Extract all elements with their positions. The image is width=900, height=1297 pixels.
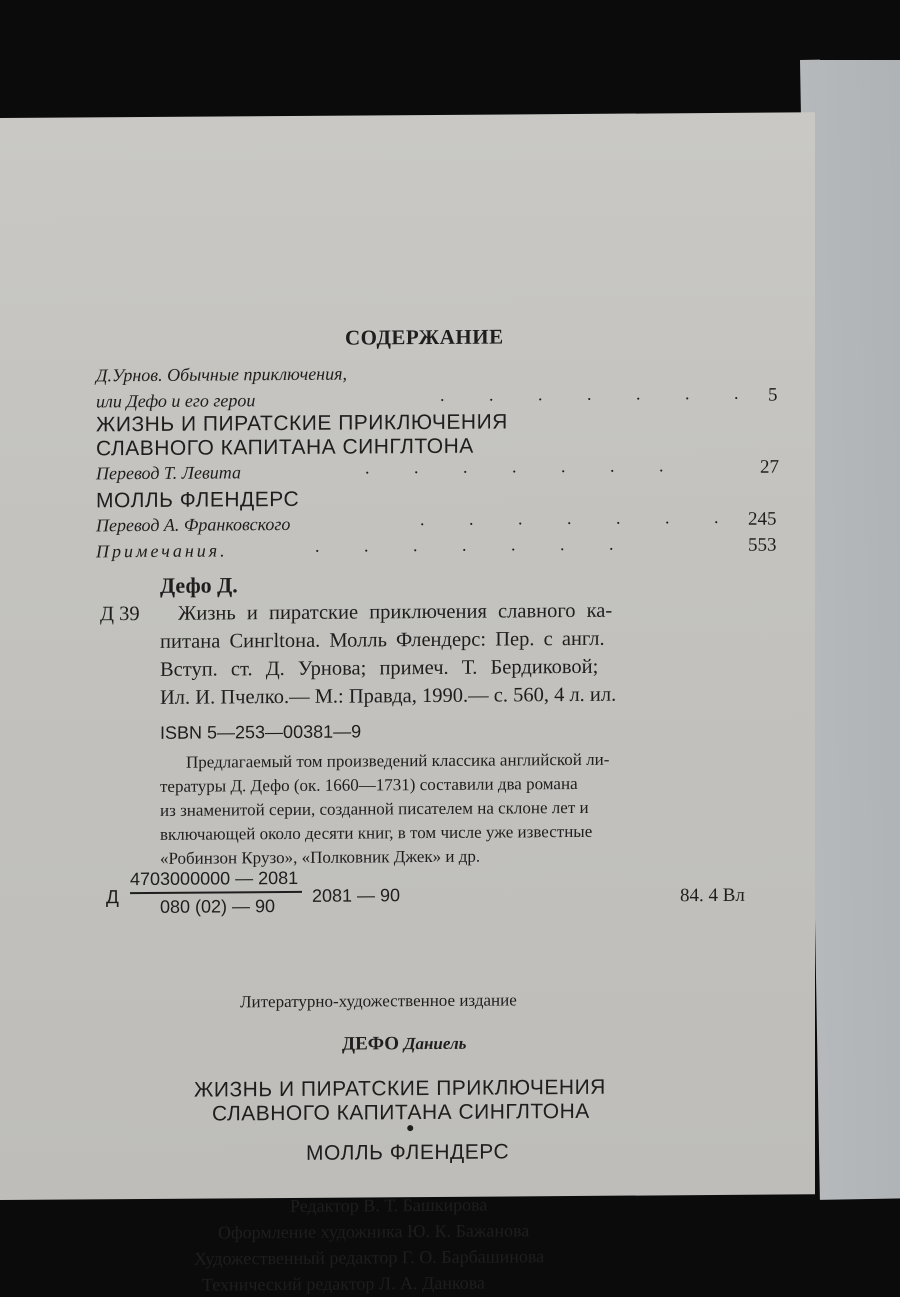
bib-line-1: Жизнь и пиратские приключения славного ка-: [178, 599, 613, 625]
imprint-title-1: ЖИЗНЬ И ПИРАТСКИЕ ПРИКЛЮЧЕНИЯ: [194, 1075, 606, 1102]
toc-page-2: 27: [760, 456, 779, 478]
toc-item-1-line2: или Дефо и его герои: [96, 390, 256, 412]
bib-isbn: ISBN 5—253—00381—9: [160, 721, 362, 743]
toc-page-4: 553: [748, 534, 777, 556]
book-page: [0, 112, 815, 1295]
toc-item-2-title2: СЛАВНОГО КАПИТАНА СИНГЛТОНА: [96, 434, 474, 461]
imprint-title-2: СЛАВНОГО КАПИТАНА СИНГЛТОНА: [212, 1099, 590, 1126]
contents-title: СОДЕРЖАНИЕ: [345, 324, 504, 350]
facing-page: [800, 58, 900, 1200]
toc-item-4-title: Примечания.: [96, 540, 228, 562]
toc-dots-2: . . . . . . .: [365, 455, 684, 478]
classification-code: 84. 4 Вл: [680, 884, 745, 907]
imprint-author-firstname: Даниель: [403, 1033, 467, 1054]
toc-dots-1: . . . . . . .: [440, 382, 759, 405]
imprint-title-3: МОЛЛЬ ФЛЕНДЕРС: [306, 1140, 510, 1165]
index-fraction-top: 4703000000 — 2081: [130, 868, 302, 894]
toc-item-1-line1: Д.Урнов. Обычные приключения,: [96, 363, 347, 386]
separator-bullet: ●: [406, 1121, 415, 1137]
edition-type: Литературно-художественное издание: [240, 990, 517, 1012]
annotation-line-1: Предлагаемый том произведений классика английской ли-: [186, 749, 610, 772]
toc-page-3: 245: [748, 508, 777, 530]
toc-dots-3: . . . . . . .: [420, 506, 739, 530]
bib-line-3: Вступ. ст. Д. Урнова; примеч. Т. Бердиковой;: [160, 655, 599, 681]
toc-item-2-title1: ЖИЗНЬ И ПИРАТСКИЕ ПРИКЛЮЧЕНИЯ: [96, 410, 508, 437]
index-fraction-bottom: 080 (02) — 90: [160, 896, 276, 917]
toc-item-3-translator: Перевод А. Франковского: [96, 513, 291, 536]
credit-editor: Редактор В. Т. Башкирова: [290, 1194, 488, 1216]
annotation-line-5: «Робинзон Крузо», «Полковник Джек» и др.: [160, 846, 481, 868]
annotation-line-2: тературы Д. Дефо (ок. 1660—1731) составили два романа: [160, 773, 578, 796]
bib-line-4: Ил. И. Пчелко.— М.: Правда, 1990.— с. 560, 4 л. ил.: [160, 683, 617, 709]
index-letter: Д: [106, 887, 119, 909]
bib-line-2: питана Сингltона. Молль Флендерс: Пер. с англ.: [160, 627, 605, 653]
toc-item-3-title: МОЛЛЬ ФЛЕНДЕРС: [96, 487, 300, 513]
toc-page-1: 5: [768, 384, 778, 406]
bib-code: Д 39: [100, 603, 140, 626]
credit-design: Оформление художника Ю. К. Бажанова: [218, 1220, 530, 1243]
annotation-line-3: из знаменитой серии, созданной писателем на склоне лет и: [160, 797, 589, 820]
toc-item-2-translator: Перевод Т. Левита: [96, 462, 242, 484]
credit-art-editor: Художественный редактор Г. О. Барбашинова: [194, 1246, 545, 1269]
background-corner: [820, 0, 900, 60]
imprint-author: [342, 1033, 466, 1056]
bib-author: Дефо Д.: [160, 572, 238, 598]
index-fraction-suffix: 2081 — 90: [312, 885, 401, 906]
credit-tech-editor: Технический редактор Л. А. Данкова: [202, 1272, 486, 1295]
imprint-author-surname: ДЕФО: [342, 1033, 400, 1055]
annotation-line-4: включающей около десяти книг, в том числе уже известные: [160, 821, 593, 844]
toc-dots-4: . . . . . . .: [315, 533, 634, 556]
